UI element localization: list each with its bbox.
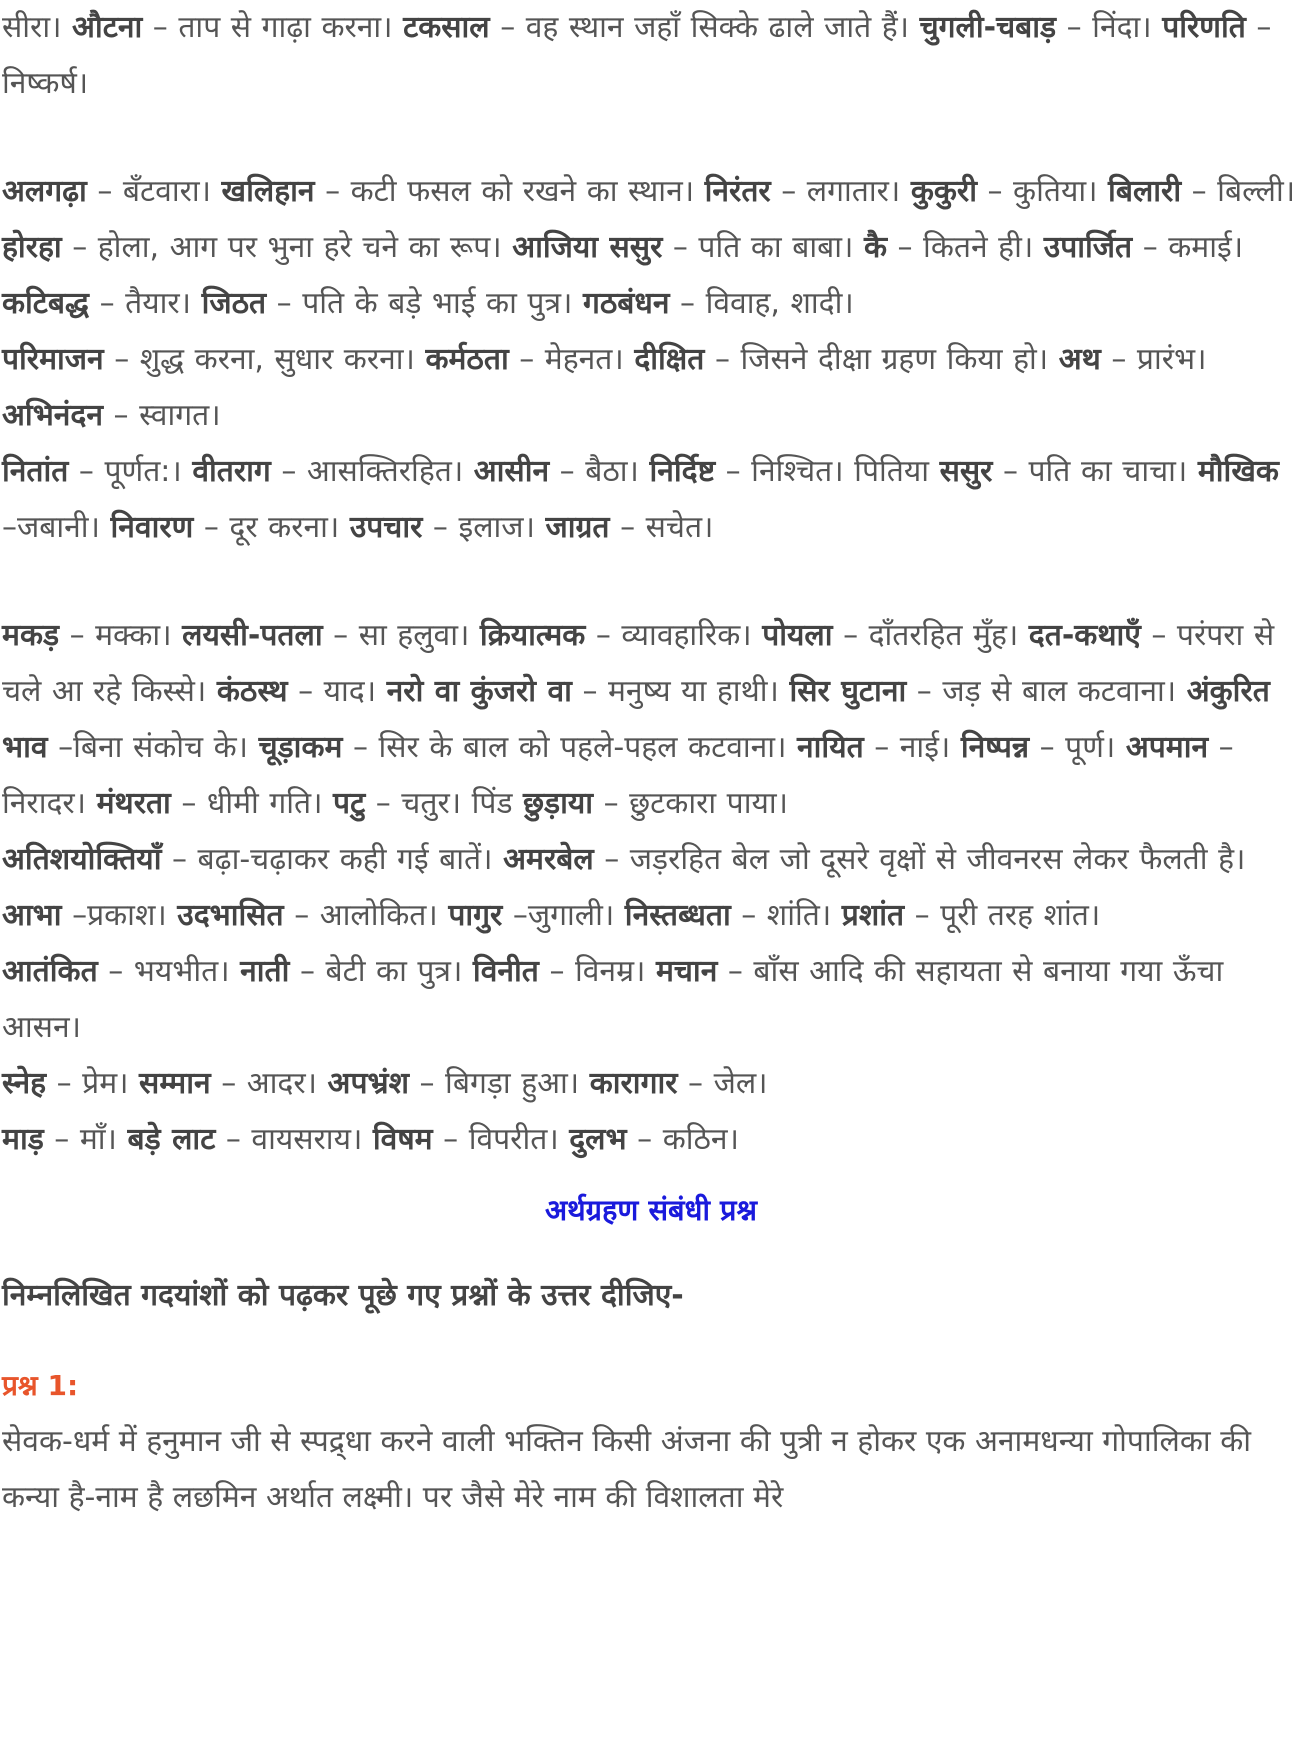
glossary-term: होरहा: [2, 230, 62, 265]
glossary-definition: – पूर्ण।: [1029, 730, 1116, 765]
glossary-definition: – परंपरा से चले आ रहे किस्से।: [2, 618, 1275, 709]
glossary-term: नरो वा कुंजरो वा: [386, 674, 572, 709]
glossary-definition: – सचेत।: [609, 510, 714, 545]
glossary-term: अमरबेल: [503, 842, 594, 877]
glossary-definition: – पति का बाबा।: [662, 230, 854, 265]
glossary-term: पटु: [333, 786, 366, 821]
glossary-definition: – तैयार।: [89, 286, 192, 321]
glossary-term: बड़े लाट: [127, 1122, 216, 1157]
glossary-term: दीक्षित: [634, 342, 705, 377]
glossary-definition: – लगातार।: [770, 174, 901, 209]
glossary-term: लयसी-पतला: [182, 618, 323, 653]
glossary-definition: – निंदा।: [1056, 10, 1152, 45]
glossary-term: खलिहान: [221, 174, 315, 209]
glossary-definition: – जेल।: [677, 1066, 768, 1101]
glossary-definition: – बिगड़ा हुआ।: [408, 1066, 580, 1101]
glossary-definition: – शुद्ध करना, सुधार करना।: [103, 342, 415, 377]
glossary-term: पोयला: [762, 618, 833, 653]
glossary-prefix: सीरा।: [2, 10, 62, 45]
section-heading: अर्थग्रहण संबंधी प्रश्न: [544, 1193, 758, 1227]
glossary-term: टकसाल: [403, 10, 490, 45]
question-label: प्रश्न 1:: [2, 1369, 79, 1402]
glossary-definition: – विनम्र।: [538, 954, 646, 989]
paragraph-gap: [2, 556, 1300, 608]
glossary-paragraph: [2, 944, 1298, 1056]
glossary-term: बिलारी: [1108, 174, 1182, 209]
glossary-definition: – पति के बड़े भाई का पुत्र।: [266, 286, 573, 321]
glossary-term: पागुर: [448, 898, 503, 933]
glossary-term: दुलभ: [569, 1122, 627, 1157]
glossary-term: कारागार: [589, 1066, 678, 1101]
glossary-definition: – प्रेम।: [46, 1066, 129, 1101]
glossary-term: अथ: [1058, 342, 1101, 377]
glossary-definition: – वायसराय।: [215, 1122, 363, 1157]
paragraph-gap: [2, 112, 1300, 164]
glossary-term: आसीन: [473, 454, 550, 489]
glossary-definition: – स्वागत।: [103, 398, 221, 433]
glossary-definition: – कठिन।: [626, 1122, 739, 1157]
glossary-term: मचान: [655, 954, 718, 989]
glossary-definition: – इलाज।: [422, 510, 535, 545]
glossary-term: निरंतर: [704, 174, 771, 209]
glossary-definition: – बँटवारा।: [86, 174, 211, 209]
glossary-definition: – आदर।: [210, 1066, 317, 1101]
glossary-definition: – पूरी तरह शांत।: [904, 898, 1101, 933]
glossary-term: चूड़ाकम: [258, 730, 343, 765]
glossary-paragraph: [2, 164, 1298, 332]
glossary-definition: – जड़रहित बेल जो दूसरे वृक्षों से जीवनरस लेकर फैलती है।: [593, 842, 1246, 877]
glossary-definition: – माँ।: [43, 1122, 117, 1157]
glossary-term: मौखिक: [1197, 454, 1279, 489]
glossary-definition: – निश्चित। पितिया: [715, 454, 930, 489]
glossary-term: सम्मान: [139, 1066, 211, 1101]
glossary-paragraph: [2, 832, 1298, 944]
glossary-definition: – मनुष्य या हाथी।: [571, 674, 779, 709]
glossary-definition: – आसक्तिरहित।: [270, 454, 464, 489]
glossary-term: जिठत: [201, 286, 267, 321]
glossary-definition: – दूर करना।: [193, 510, 340, 545]
glossary-paragraph: [2, 444, 1298, 556]
glossary-term: दत-कथाएँ: [1028, 618, 1141, 653]
glossary-paragraph: [2, 332, 1298, 444]
glossary-term: नायित: [797, 730, 864, 765]
glossary-term: क्रियात्मक: [479, 618, 586, 653]
glossary-term: नाती: [240, 954, 290, 989]
glossary-definition: – व्यावहारिक।: [585, 618, 752, 653]
glossary-term: निस्तब्धता: [624, 898, 731, 933]
glossary-term: कै: [863, 230, 887, 265]
glossary-definition: – कुतिया।: [976, 174, 1098, 209]
glossary-term: परिणति: [1162, 10, 1246, 45]
glossary-definition: – नाई।: [863, 730, 951, 765]
glossary-definition: – ताप से गाढ़ा करना।: [142, 10, 393, 45]
glossary-definition: – बढ़ा-चढ़ाकर कही गई बातें।: [161, 842, 493, 877]
glossary-term: परिमाजन: [2, 342, 104, 377]
glossary-term: विनीत: [472, 954, 539, 989]
glossary-definition: – जड़ से बाल कटवाना।: [906, 674, 1177, 709]
glossary-definition: – कमाई।: [1132, 230, 1244, 265]
glossary-definition: – मेहनत।: [508, 342, 624, 377]
glossary-definition: –प्रकाश।: [61, 898, 167, 933]
glossary-term: उपचार: [349, 510, 423, 545]
glossary-term: कर्मठता: [425, 342, 509, 377]
glossary-term: कंठस्थ: [216, 674, 288, 709]
glossary-definition: – निष्कर्ष।: [2, 10, 1272, 101]
glossary-definition: – विपरीत।: [432, 1122, 559, 1157]
glossary-term: विषम: [372, 1122, 433, 1157]
glossary-definition: –जबानी।: [2, 510, 100, 545]
glossary-term: माड़: [2, 1122, 44, 1157]
glossary-term: कुकुरी: [910, 174, 977, 209]
glossary-definition: – निरादर।: [2, 730, 1234, 821]
glossary-definition: – कितने ही।: [886, 230, 1034, 265]
glossary-prefix: पिंड: [461, 786, 524, 821]
glossary-paragraph: [2, 1112, 1298, 1168]
glossary-term: मंथरता: [96, 786, 171, 821]
glossary-definition: – याद।: [287, 674, 377, 709]
glossary-term: अतिशयोक्तियाँ: [2, 842, 162, 877]
glossary-term: आजिया ससुर: [512, 230, 663, 265]
glossary-term: ससुर: [939, 454, 993, 489]
glossary-definition: – बाँस आदि की सहायता से बनाया गया ऊँचा आसन।: [2, 954, 1224, 1045]
glossary-definition: – मक्का।: [59, 618, 172, 653]
glossary-term: प्रशांत: [841, 898, 905, 933]
glossary-term: निवारण: [110, 510, 194, 545]
glossary-paragraph: [2, 0, 1298, 112]
glossary-term: जाग्रत: [545, 510, 610, 545]
glossary-definition: – कटी फसल को रखने का स्थान।: [314, 174, 695, 209]
glossary-term: अभिनंदन: [2, 398, 104, 433]
glossary-term: स्नेह: [2, 1066, 47, 1101]
glossary-term: छुड़ाया: [523, 786, 594, 821]
glossary: [2, 0, 1300, 1168]
glossary-definition: – जिसने दीक्षा ग्रहण किया हो।: [704, 342, 1049, 377]
glossary-definition: –जुगाली।: [502, 898, 615, 933]
glossary-term: गठबंधन: [582, 286, 670, 321]
glossary-definition: – पूर्णत:।: [68, 454, 182, 489]
glossary-definition: – सा हलुवा।: [322, 618, 470, 653]
glossary-term: सिर घुटाना: [789, 674, 907, 709]
glossary-term: आतंकित: [2, 954, 98, 989]
glossary-term: उदभासित: [177, 898, 284, 933]
glossary-term: वीतराग: [192, 454, 271, 489]
glossary-definition: – भयभीत।: [97, 954, 230, 989]
glossary-definition: – आलोकित।: [283, 898, 438, 933]
glossary-definition: – वह स्थान जहाँ सिक्के ढाले जाते हैं।: [489, 10, 910, 45]
glossary-term: अपभ्रंश: [327, 1066, 409, 1101]
glossary-term: अपमान: [1125, 730, 1209, 765]
glossary-definition: – बैठा।: [549, 454, 639, 489]
glossary-definition: – पति का चाचा।: [992, 454, 1188, 489]
glossary-definition: – धीमी गति।: [170, 786, 323, 821]
glossary-definition: – बेटी का पुत्र।: [289, 954, 463, 989]
glossary-definition: – होला, आग पर भुना हरे चने का रूप।: [61, 230, 502, 265]
glossary-definition: –बिना संकोच के।: [47, 730, 249, 765]
glossary-definition: – दाँतरहित मुँह।: [832, 618, 1019, 653]
glossary-term: निष्पन्न: [960, 730, 1030, 765]
instruction-text: निम्नलिखित गदयांशों को पढ़कर पूछे गए प्रश्नों के उत्तर दीजिए-: [2, 1278, 684, 1313]
glossary-term: अंकुरित भाव: [2, 674, 1270, 765]
glossary-term: उपार्जित: [1043, 230, 1133, 265]
glossary-definition: – बिल्ली।: [1181, 174, 1296, 209]
glossary-term: कटिबद्ध: [2, 286, 90, 321]
glossary-term: निर्दिष्ट: [649, 454, 716, 489]
glossary-term: चुगली-चबाड़: [919, 10, 1057, 45]
glossary-term: औटना: [72, 10, 143, 45]
glossary-definition: – प्रारंभ।: [1100, 342, 1207, 377]
glossary-term: मकड़: [2, 618, 60, 653]
glossary-definition: – विवाह, शादी।: [669, 286, 854, 321]
glossary-paragraph: [2, 608, 1298, 832]
passage-text: सेवक-धर्म में हनुमान जी से स्पद्र्धा करने वाली भक्तिन किसी अंजना की पुत्री न होकर एक अनामधन्या गोपालिका की कन्या है-नाम है लछमिन अर्थात लक्ष्मी। पर जैसे मेरे नाम की विशालता मेरे: [2, 1424, 1252, 1515]
glossary-definition: – चतुर।: [365, 786, 462, 821]
glossary-term: अलगढ़ा: [2, 174, 87, 209]
glossary-definition: – छुटकारा पाया।: [593, 786, 789, 821]
glossary-term: आभा: [2, 898, 62, 933]
glossary-paragraph: [2, 1056, 1298, 1112]
glossary-definition: – सिर के बाल को पहले-पहल कटवाना।: [342, 730, 787, 765]
glossary-definition: – शांति।: [730, 898, 832, 933]
glossary-term: नितांत: [2, 454, 69, 489]
